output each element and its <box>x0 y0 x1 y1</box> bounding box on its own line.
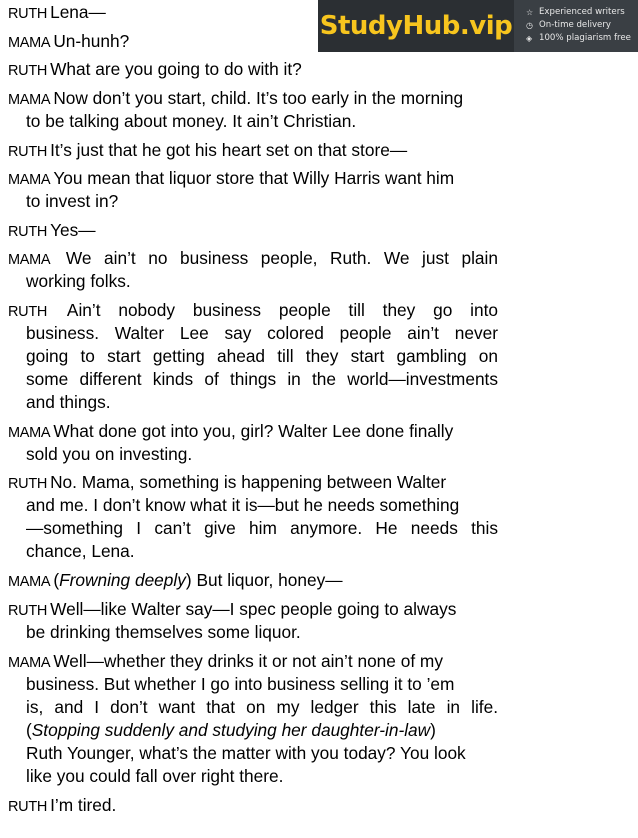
speaker-name: MAMA <box>8 655 51 671</box>
speaker-name: RUTH <box>8 799 48 815</box>
dialogue-line <box>8 139 498 164</box>
dialogue-text: Well—like Walter say—I spec people going to always <box>50 599 457 619</box>
speaker-name: MAMA <box>8 172 51 188</box>
speaker-name: MAMA <box>8 425 51 441</box>
dialogue-continuation: Ruth Younger, what’s the matter with you today? You look <box>26 743 466 763</box>
dialogue-continuation: business. But whether I go into business selling it to ’em <box>26 674 455 694</box>
dialogue-text: Un-hunh? <box>53 31 130 51</box>
star-icon: ☆ <box>526 8 534 17</box>
dialogue-continuation: some different kinds of things in the world—investments <box>26 369 498 389</box>
speaker-name: RUTH <box>8 304 48 320</box>
dialogue-continuation: to be talking about money. It ain’t Christian. <box>26 111 357 131</box>
speaker-name: RUTH <box>8 144 48 160</box>
dialogue-line <box>8 598 498 623</box>
feature-label: 100% plagiarism free <box>539 33 631 43</box>
dialogue-continuation: business. Walter Lee say colored people ain’t never <box>26 323 498 343</box>
dialogue-text: Lena— <box>50 2 106 22</box>
dialogue-continuation: and things. <box>26 392 111 412</box>
dialogue-text: Well—whether they drinks it or not ain’t none of my <box>53 651 443 671</box>
studyhub-logo[interactable]: StudyHub.vip <box>319 11 513 41</box>
feature-label: Experienced writers <box>539 7 625 17</box>
dialogue-continuation: to invest in? <box>26 191 119 211</box>
stage-direction: Stopping suddenly and studying her daughter-in-law <box>31 720 431 740</box>
speaker-name: MAMA <box>8 574 51 590</box>
feature-item <box>526 6 638 19</box>
dialogue-text: Now don’t you start, child. It’s too early in the morning <box>53 88 464 108</box>
dialogue-continuation: be drinking themselves some liquor. <box>26 622 301 642</box>
banner-logo-area[interactable] <box>318 0 514 52</box>
dialogue-continuation: —something I can’t give him anymore. He needs this <box>26 518 498 538</box>
feature-item <box>526 32 638 45</box>
dialogue-line <box>8 794 498 819</box>
speaker-name: RUTH <box>8 476 48 492</box>
dialogue-text: Yes— <box>50 220 96 240</box>
speaker-name: RUTH <box>8 63 48 79</box>
stage-direction-line <box>26 719 498 742</box>
paren-close: ) <box>185 570 192 590</box>
dialogue-continuation: is, and I don’t want that on my ledger this late in life. <box>26 697 498 717</box>
paren-open: ( <box>26 720 32 740</box>
dialogue-line <box>8 471 498 496</box>
dialogue-continuation: working folks. <box>26 271 131 291</box>
dialogue-text: I’m tired. <box>50 795 117 815</box>
speaker-name: MAMA <box>8 252 51 268</box>
dialogue-line <box>8 650 498 675</box>
speaker-name: RUTH <box>8 6 48 22</box>
dialogue-line <box>8 167 498 192</box>
studyhub-banner[interactable] <box>318 0 638 52</box>
speaker-name: RUTH <box>8 224 48 240</box>
banner-features <box>514 0 638 52</box>
clock-icon: ◷ <box>526 21 533 30</box>
dialogue-line <box>8 299 498 322</box>
dialogue-text: But liquor, honey— <box>196 570 343 590</box>
dialogue-text: Ain’t nobody business people till they go into <box>66 300 498 320</box>
dialogue-continuation: chance, Lena. <box>26 541 135 561</box>
paren-close: ) <box>430 720 436 740</box>
dialogue-continuation: like you could fall over right there. <box>26 766 284 786</box>
dialogue-line <box>8 247 498 270</box>
dialogue-text: You mean that liquor store that Willy Harris want him <box>53 168 455 188</box>
dialogue-text: We ain’t no business people, Ruth. We just plain <box>65 248 498 268</box>
speaker-name: MAMA <box>8 35 51 51</box>
dialogue-continuation: sold you on investing. <box>26 444 193 464</box>
dialogue-text: What done got into you, girl? Walter Lee done finally <box>53 421 454 441</box>
dialogue-text: It’s just that he got his heart set on that store— <box>50 140 408 160</box>
dialogue-continuation: going to start getting ahead till they start gambling on <box>26 346 498 366</box>
dialogue-line <box>8 219 498 244</box>
speaker-name: MAMA <box>8 92 51 108</box>
shield-icon: ◈ <box>526 34 533 43</box>
dialogue-line <box>8 87 498 112</box>
dialogue-line <box>8 420 498 445</box>
dialogue-line <box>8 58 498 83</box>
speaker-name: RUTH <box>8 603 48 619</box>
paren-open: ( <box>53 570 60 590</box>
dialogue-text: No. Mama, something is happening between Walter <box>50 472 447 492</box>
dialogue-line <box>8 569 498 594</box>
feature-item <box>526 19 638 32</box>
stage-direction: Frowning deeply <box>59 570 186 590</box>
dialogue-continuation: and me. I don’t know what it is—but he needs something <box>26 495 460 515</box>
feature-label: On-time delivery <box>539 20 611 30</box>
dialogue-text: What are you going to do with it? <box>50 59 302 79</box>
